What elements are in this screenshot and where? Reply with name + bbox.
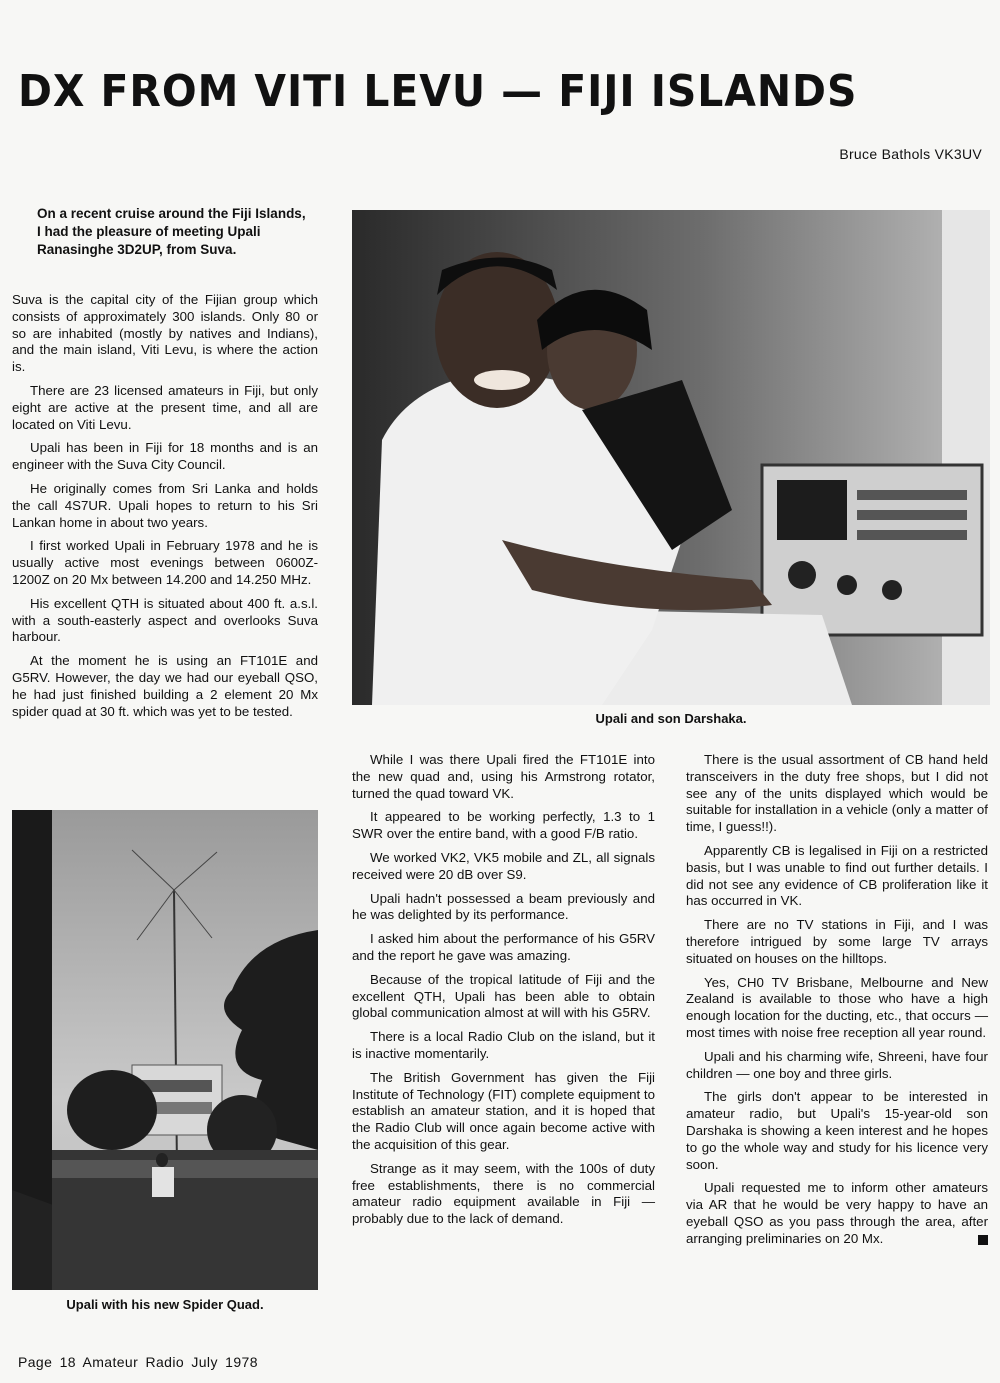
author-byline: Bruce Bathols VK3UV: [839, 146, 982, 162]
paragraph: Because of the tropical latitude of Fiji and the excellent QTH, Upali has been able to obtain global communication almost at will with his G5RV.: [352, 971, 655, 1021]
article-title: DX FROM VITI LEVU — FIJI ISLANDS: [18, 66, 858, 117]
paragraph: Yes, CH0 TV Brisbane, Melbourne and New Zealand is available to those who have a high enough location for the ducting, etc., that occurs — most times with noise free reception all year round.: [686, 974, 988, 1040]
paragraph-text: Upali requested me to inform other amateurs via AR that he would be very happy to have an eyeball QSO as you pass through the area, after arranging preliminaries on 20 Mx.: [686, 1180, 988, 1246]
paragraph: There are no TV stations in Fiji, and I was therefore intrigued by some large TV arrays situated on houses on the hilltops.: [686, 917, 988, 966]
paragraph: Strange as it may seem, with the 100s of duty free establishments, there is no commercial amateur radio equipment available in Fiji — probably due to the lack of demand.: [352, 1160, 655, 1227]
paragraph: Apparently CB is legalised in Fiji on a restricted basis, but I was unable to find out further details. I did not see any evidence of CB proliferation like it has occurred in VK.: [686, 842, 988, 909]
paragraph: There are 23 licensed amateurs in Fiji, but only eight are active at the present time, and all are located on Viti Levu.: [12, 382, 318, 432]
paragraph: There is a local Radio Club on the island, but it is inactive momentarily.: [352, 1029, 655, 1061]
photo-caption-bottom: Upali with his new Spider Quad.: [66, 1297, 264, 1312]
page-footer: Page 18 Amateur Radio July 1978: [18, 1354, 258, 1370]
paragraph: I first worked Upali in February 1978 and he is usually active most evenings between 0600Z-1200Z on 20 Mx between 14.200 and 14.250 MHz.: [12, 538, 318, 587]
paragraph: [686, 1180, 988, 1247]
paragraph: His excellent QTH is situated about 400 ft. a.s.l. with a south-easterly aspect and overlooks Suva harbour.: [12, 595, 318, 645]
paragraph: There is the usual assortment of CB hand held transceivers in the duty free shops, but I did not see any of the units displayed which would be suitable for installation in a vehicle (only a matter of time, I guess!!).: [686, 752, 988, 835]
paragraph: While I was there Upali fired the FT101E into the new quad and, using his Armstrong rotator, turned the quad toward VK.: [352, 752, 655, 801]
photo-spider-quad: [12, 810, 318, 1290]
column-1: [12, 292, 318, 727]
paragraph: The British Government has given the Fiji Institute of Technology (FIT) complete equipment to establish an amateur station, and it is hoped that the Radio Club will once again become active with the acquisition of this gear.: [352, 1069, 655, 1152]
paragraph: It appeared to be working perfectly, 1.3 to 1 SWR over the entire band, with a good F/B ratio.: [352, 809, 655, 842]
end-of-article-mark: [978, 1235, 988, 1245]
article-lead: On a recent cruise around the Fiji Islands, I had the pleasure of meeting Upali Ranasinghe 3D2UP, from Suva.: [37, 206, 306, 257]
photo-caption-top: Upali and son Darshaka.: [595, 711, 747, 726]
paragraph: Suva is the capital city of the Fijian group which consists of approximately 300 islands. Only 80 or so are inhabited (mostly by natives and Indians), and the main island, Viti Levu, is where the action is.: [12, 292, 318, 375]
paragraph: We worked VK2, VK5 mobile and ZL, all signals received were 20 dB over S9.: [352, 849, 655, 882]
paragraph: I asked him about the performance of his G5RV and the report he gave was amazing.: [352, 931, 655, 963]
photo-upali-and-son: [352, 210, 990, 705]
paragraph: The girls don't appear to be interested in amateur radio, but Upali's 15-year-old son Darshaka is showing a keen interest and he hopes to go the whole way and study for his licence very soon.: [686, 1089, 988, 1172]
paragraph: Upali has been in Fiji for 18 months and is an engineer with the Suva City Council.: [12, 440, 318, 473]
paragraph: At the moment he is using an FT101E and G5RV. However, the day we had our eyeball QSO, he had just finished building a 2 element 20 Mx spider quad at 30 ft. which was yet to be tested.: [12, 653, 318, 719]
paragraph: He originally comes from Sri Lanka and holds the call 4S7UR. Upali hopes to return to his Sri Lankan home in about two years.: [12, 480, 318, 530]
column-3: [686, 752, 988, 1255]
column-2: [352, 752, 655, 1235]
paragraph: Upali hadn't possessed a beam previously and he was delighted by its performance.: [352, 890, 655, 923]
paragraph: Upali and his charming wife, Shreeni, have four children — one boy and three girls.: [686, 1048, 988, 1081]
